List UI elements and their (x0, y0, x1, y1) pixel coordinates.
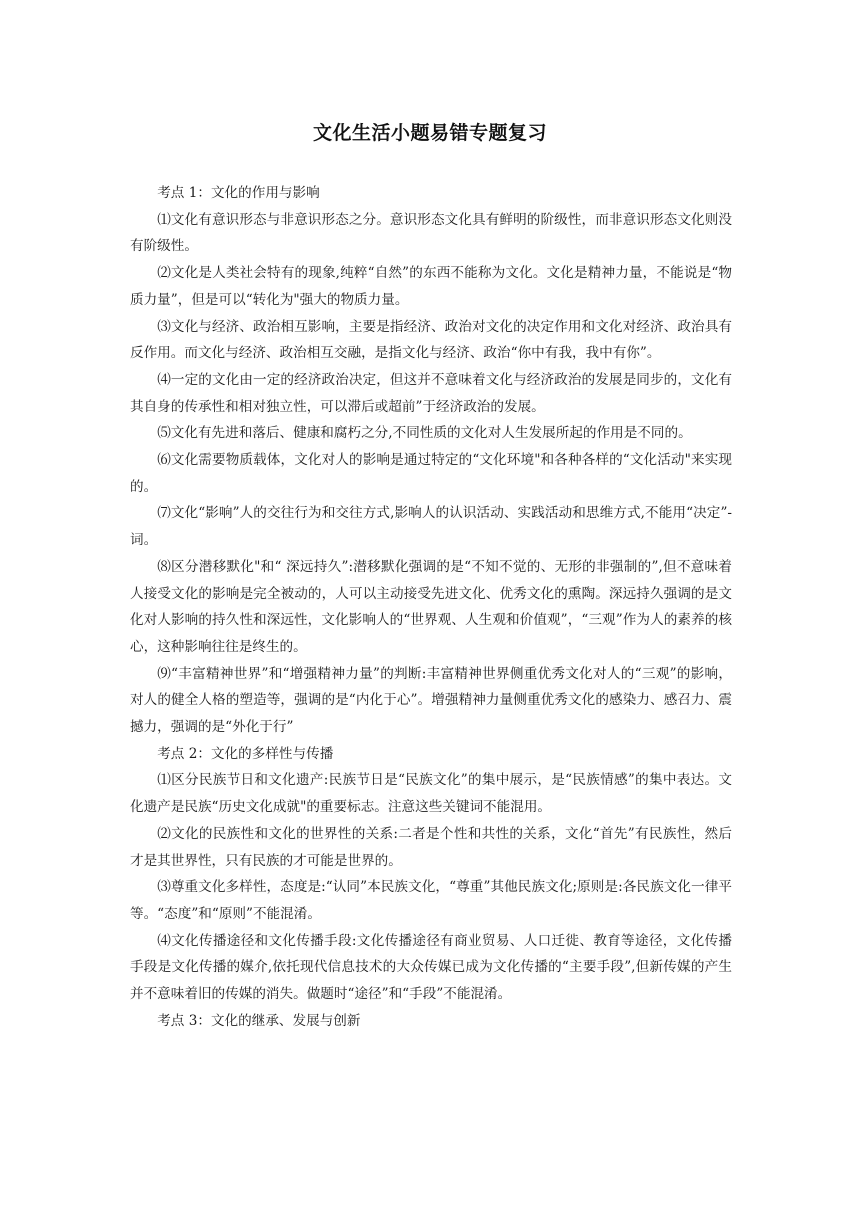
document-title: 文化生活小题易错专题复习 (312, 122, 547, 144)
paragraph: ⑶尊重文化多样性，态度是:“认同”本民族文化，“尊重”其他民族文化;原则是:各民族文化一律平等。“态度”和“原则”不能混淆。 (130, 879, 732, 922)
section-heading-2: 考点 2：文化的多样性与传播 (157, 745, 334, 762)
section-heading-3: 考点 3：文化的继承、发展与创新 (157, 1012, 361, 1029)
paragraph: ⑻区分潜移默化"和“ 深远持久”:潜移默化强调的是“不知不觉的、无形的非强制的”,但不意味着人接受文化的影响是完全被动的，人可以主动接受先进文化、优秀文化的熏陶。深远持久强调的是文化对人影响的持久性和深远性，文化影响人的“世界观、人生观和价值观”，“三观”作为人的素养的核心，这种影响往往是终生的。 (130, 558, 732, 655)
paragraph: ⑷文化传播途径和文化传播手段:文化传播途径有商业贸易、人口迁徙、教育等途径，文化传播手段是文化传播的媒介,依托现代信息技术的大众传媒已成为文化传播的“主要手段”,但新传媒的产生并不意味着旧的传媒的消失。做题时“途径”和“手段”不能混淆。 (130, 932, 732, 1003)
document-body (130, 180, 732, 1035)
paragraph: ⑵文化的民族性和文化的世界性的关系:二者是个性和共性的关系，文化“首先”有民族性，然后才是其世界性，只有民族的才可能是世界的。 (130, 825, 732, 869)
paragraph: ⑺文化“影响”人的交往行为和交往方式,影响人的认识活动、实践活动和思维方式,不能用“决定”-词。 (130, 505, 732, 549)
paragraph: ⑴文化有意识形态与非意识形态之分。意识形态文化具有鲜明的阶级性，而非意识形态文化则没有阶级性。 (130, 211, 732, 255)
paragraph: ⑵文化是人类社会特有的现象,纯粹“自然”的东西不能称为文化。文化是精神力量，不能说是“物质力量”，但是可以“转化为"强大的物质力量。 (130, 265, 732, 308)
paragraph: ⑶文化与经济、政治相互影响，主要是指经济、政治对文化的决定作用和文化对经济、政治具有反作用。而文化与经济、政治相互交融，是指文化与经济、政治“你中有我，我中有你”。 (130, 318, 732, 362)
paragraph: ⑼“丰富精神世界”和“增强精神力量”的判断:丰富精神世界侧重优秀文化对人的“三观”的影响，对人的健全人格的塑造等，强调的是“内化于心”。增强精神力量侧重优秀文化的感染力、感召力、震撼力，强调的是“外化于行” (130, 665, 732, 736)
paragraph: ⑹文化需要物质载体，文化对人的影响是通过特定的“文化环境"和各种各样的“文化活动"来实现的。 (130, 452, 732, 495)
paragraph: ⑴区分民族节日和文化遗产:民族节日是“民族文化”的集中展示，是“民族情感”的集中表达。文化遗产是民族“历史文化成就"的重要标志。注意这些关键词不能混用。 (130, 772, 732, 816)
section-heading-1: 考点 1：文化的作用与影响 (157, 185, 320, 201)
paragraph: ⑷一定的文化由一定的经济政治决定，但这并不意味着文化与经济政治的发展是同步的，文化有其自身的传承性和相对独立性，可以滞后或超前”于经济政治的发展。 (130, 371, 732, 415)
paragraph: ⑸文化有先进和落后、健康和腐朽之分,不同性质的文化对人生发展所起的作用是不同的。 (157, 425, 692, 442)
